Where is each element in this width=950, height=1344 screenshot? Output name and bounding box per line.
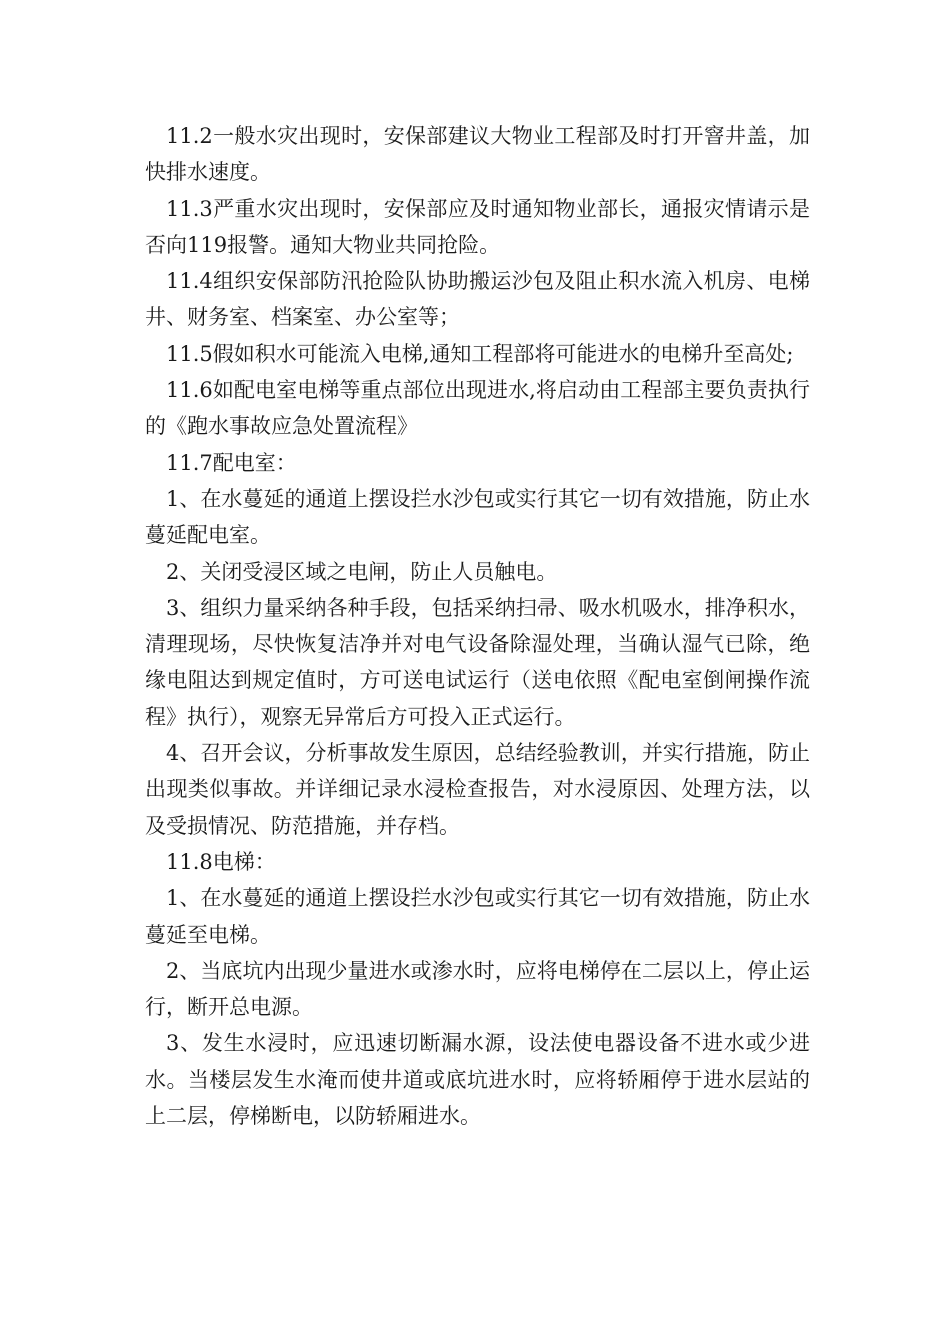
power-room-item-2: 2、关闭受浸区域之电闸，防止人员触电。 — [166, 559, 558, 584]
elevator-item-2: 2、当底坑内出现少量进水或渗水时，应将电梯停在二层以上，停止运行，断开总电源。 — [145, 958, 810, 1020]
paragraph-11-2: 11.2一般水灾出现时，安保部建议大物业工程部及时打开窨井盖，加快排水速度。 — [145, 124, 810, 185]
heading-11-7-power-room: 11.7配电室： — [166, 450, 297, 475]
paragraph-11-5: 11.5假如积水可能流入电梯,通知工程部将可能进水的电梯升至高处; — [166, 341, 794, 366]
document-body — [145, 118, 810, 1134]
elevator-item-1: 1、在水蔓延的通道上摆设拦水沙包或实行其它一切有效措施，防止水蔓延至电梯。 — [145, 886, 810, 947]
power-room-item-4: 4、召开会议，分析事故发生原因，总结经验教训，并实行措施，防止出现类似事故。并详细记录水浸检查报告，对水浸原因、处理方法，以及受损情况、防范措施，并存档。 — [145, 741, 810, 838]
paragraph-11-3: 11.3严重水灾出现时，安保部应及时通知物业部长，通报灾情请示是否向119报警。通知大物业共同抢险。 — [145, 196, 810, 257]
paragraph-11-4: 11.4组织安保部防汛抢险队协助搬运沙包及阻止积水流入机房、电梯井、财务室、档案室、办公室等； — [145, 269, 810, 330]
heading-11-8-elevator: 11.8电梯： — [166, 849, 276, 874]
power-room-item-1: 1、在水蔓延的通道上摆设拦水沙包或实行其它一切有效措施，防止水蔓延配电室。 — [145, 486, 810, 548]
power-room-item-3: 3、组织力量采纳各种手段，包括采纳扫帚、吸水机吸水，排净积水，清理现场，尽快恢复洁净并对电气设备除湿处理，当确认湿气已除，绝缘电阻达到规定值时，方可送电试运行（送电依照《配电室倒闸操作流程》执行），观察无异常后方可投入正式运行。 — [145, 595, 810, 729]
elevator-item-3: 3、发生水浸时，应迅速切断漏水源，设法使电器设备不进水或少进水。当楼层发生水淹而使井道或底坑进水时，应将轿厢停于进水层站的上二层，停梯断电，以防轿厢进水。 — [145, 1031, 810, 1129]
paragraph-11-6: 11.6如配电室电梯等重点部位出现进水,将启动由工程部主要负责执行的《跑水事故应急处置流程》 — [145, 378, 810, 439]
